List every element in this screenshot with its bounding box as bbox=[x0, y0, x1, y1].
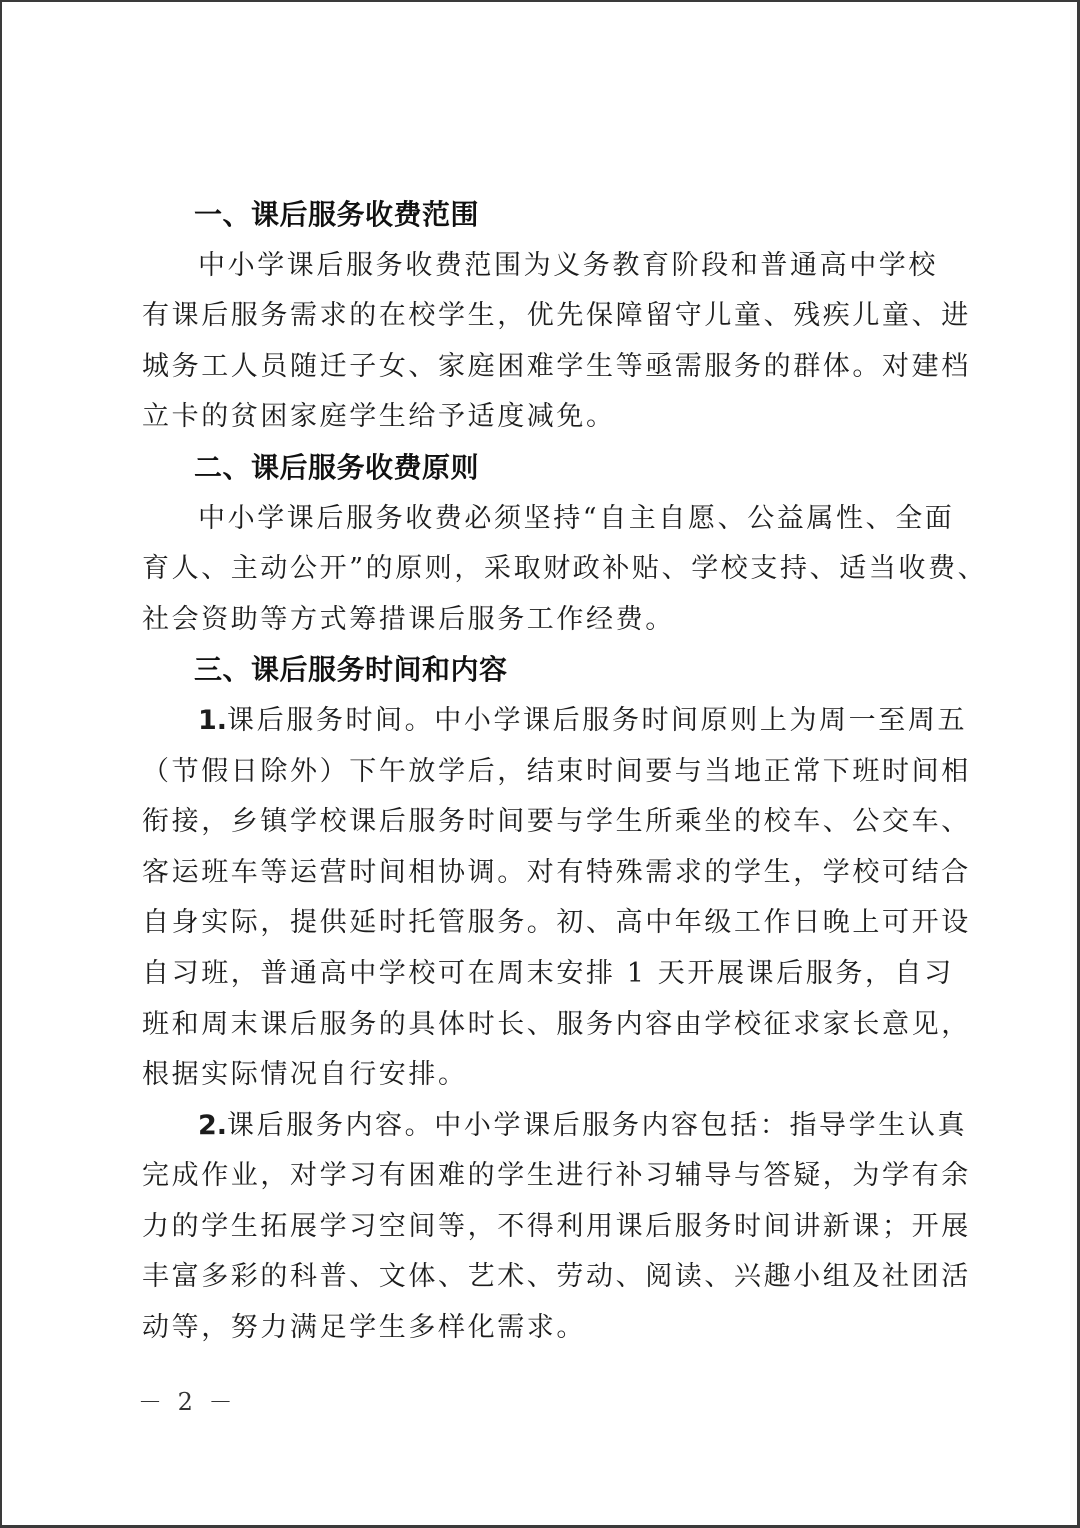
paragraph-line: 自身实际，提供延时托管服务。初、高中年级工作日晚上可开设 bbox=[142, 907, 971, 939]
item-number: 2. bbox=[198, 1109, 228, 1141]
paragraph-line: 根据实际情况自行安排。 bbox=[142, 1059, 468, 1091]
page-number: － 2 － bbox=[138, 1388, 237, 1416]
paragraph-line: 中小学课后服务收费必须坚持“自主自愿、公益属性、全面 bbox=[198, 502, 955, 534]
paragraph-line: 衔接，乡镇学校课后服务时间要与学生所乘坐的校车、公交车、 bbox=[142, 806, 971, 838]
paragraph-line: （节假日除外）下午放学后，结束时间要与当地正常下班时间相 bbox=[142, 755, 971, 787]
paragraph bbox=[142, 494, 988, 646]
line-text: 课后服务时间。中小学课后服务时间原则上为周一至周五 bbox=[227, 704, 968, 736]
paragraph-line bbox=[142, 1101, 968, 1152]
section-fee-principles bbox=[142, 443, 988, 645]
section-heading: 三、课后服务时间和内容 bbox=[194, 653, 508, 687]
paragraph bbox=[142, 241, 971, 443]
paragraph-line bbox=[142, 696, 968, 747]
paragraph-line: 完成作业，对学习有困难的学生进行补习辅导与答疑，为学有余 bbox=[142, 1160, 971, 1192]
paragraph-line: 客运班车等运营时间相协调。对有特殊需求的学生，学校可结合 bbox=[142, 856, 971, 888]
item-number: 1. bbox=[198, 704, 228, 736]
paragraph-line: 育人、主动公开”的原则，采取财政补贴、学校支持、适当收费、 bbox=[142, 553, 988, 585]
paragraph-line: 有课后服务需求的在校学生，优先保障留守儿童、残疾儿童、进 bbox=[142, 300, 971, 332]
section-heading: 二、课后服务收费原则 bbox=[194, 450, 480, 484]
paragraph-line: 城务工人员随迁子女、家庭困难学生等亟需服务的群体。对建档 bbox=[142, 350, 971, 382]
line-text: 课后服务内容。中小学课后服务内容包括：指导学生认真 bbox=[227, 1109, 968, 1141]
section-heading: 一、课后服务收费范围 bbox=[194, 198, 480, 231]
numbered-paragraph-service-time bbox=[142, 696, 971, 1101]
numbered-paragraph-service-content bbox=[142, 1101, 971, 1354]
paragraph-line: 力的学生拓展学习空间等，不得利用课后服务时间讲新课；开展 bbox=[142, 1210, 971, 1242]
section-time-and-content bbox=[142, 645, 971, 1353]
paragraph-line: 社会资助等方式筹措课后服务工作经费。 bbox=[142, 603, 675, 635]
paragraph-line: 自习班，普通高中学校可在周末安排 1 天开展课后服务，自习 bbox=[142, 957, 954, 989]
document-page bbox=[142, 190, 988, 1354]
section-fee-scope bbox=[142, 190, 971, 443]
paragraph-line: 丰富多彩的科普、文体、艺术、劳动、阅读、兴趣小组及社团活 bbox=[142, 1261, 971, 1293]
paragraph-line: 动等，努力满足学生多样化需求。 bbox=[142, 1312, 586, 1344]
paragraph-line: 立卡的贫困家庭学生给予适度减免。 bbox=[142, 401, 616, 433]
paragraph-line: 中小学课后服务收费范围为义务教育阶段和普通高中学校 bbox=[198, 249, 938, 281]
paragraph-line: 班和周末课后服务的具体时长、服务内容由学校征求家长意见， bbox=[142, 1008, 971, 1040]
